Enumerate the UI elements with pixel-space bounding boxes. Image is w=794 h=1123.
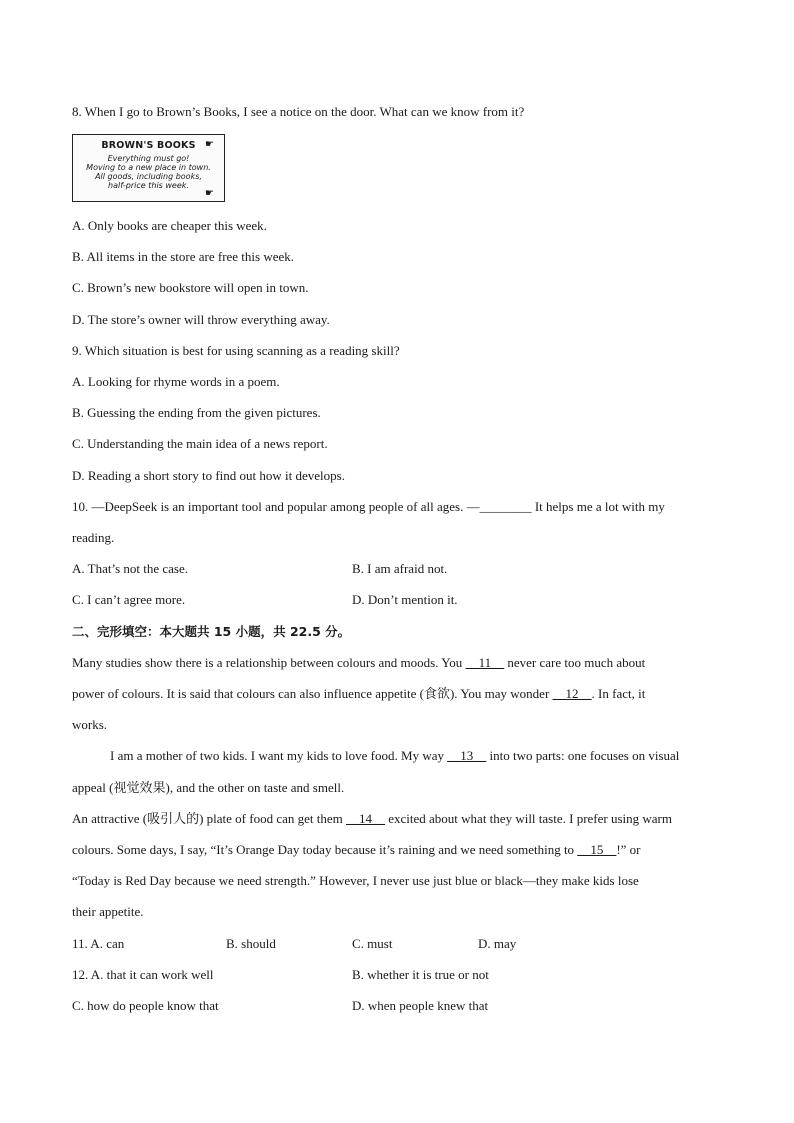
passage-line: appeal (视觉效果), and the other on taste and smell. — [72, 780, 345, 795]
q11-option-b: B. should — [226, 936, 276, 951]
passage-text: !” or — [616, 842, 641, 857]
blank-12: __12__ — [552, 686, 592, 701]
q9-option-c: C. Understanding the main idea of a news report. — [72, 436, 328, 451]
passage-text: An attractive (吸引人的) plate of food can get them — [72, 811, 346, 826]
passage-line — [72, 686, 645, 702]
q11-option-d: D. may — [478, 936, 517, 951]
passage-text: excited about what they will taste. I prefer using warm — [385, 811, 672, 826]
passage-text: power of colours. It is said that colours can also influence appetite (食欲). You may wonder — [72, 686, 553, 701]
q8-option-d: D. The store’s owner will throw everything away. — [72, 312, 330, 327]
q9-stem: 9. Which situation is best for using scanning as a reading skill? — [72, 343, 400, 358]
q11-option-c: C. must — [352, 936, 393, 951]
q10-option-b: B. I am afraid not. — [352, 561, 448, 576]
blank-15: __15__ — [577, 842, 617, 857]
q10-stem: 10. —DeepSeek is an important tool and popular among people of all ages. —________ It helps me a lot with my — [72, 499, 665, 514]
notice-line: half-price this week. — [108, 181, 189, 190]
q11-option-a: 11. A. can — [72, 936, 125, 951]
q10-option-a: A. That’s not the case. — [72, 561, 189, 576]
q9-option-d: D. Reading a short story to find out how it develops. — [72, 468, 345, 483]
passage-text: . In fact, it — [591, 686, 646, 701]
q9-option-b: B. Guessing the ending from the given pictures. — [72, 405, 321, 420]
pointing-hand-icon: ☛ — [205, 139, 214, 150]
q8-option-b: B. All items in the store are free this week. — [72, 249, 295, 264]
notice-line: Moving to a new place in town. — [86, 163, 211, 172]
blank-14: __14__ — [346, 811, 385, 826]
q12-option-a: 12. A. that it can work well — [72, 967, 214, 982]
q12-option-b: B. whether it is true or not — [352, 967, 489, 982]
brown-books-notice-image — [72, 134, 225, 202]
passage-text: never care too much about — [504, 655, 646, 670]
passage-line: “Today is Red Day because we need strength.” However, I never use just blue or black—they make kids lose — [72, 873, 639, 888]
q8-stem: 8. When I go to Brown’s Books, I see a notice on the door. What can we know from it? — [72, 104, 525, 119]
passage-line — [72, 655, 645, 671]
q10-option-d: D. Don’t mention it. — [352, 592, 458, 607]
q10-stem-continued: reading. — [72, 530, 115, 545]
section-title: 二、完形填空：本大题共 15 小题，共 22.5 分。 — [72, 624, 351, 639]
notice-line: Everything must go! — [107, 154, 190, 163]
blank-11: __11__ — [465, 655, 505, 670]
q8-option-a: A. Only books are cheaper this week. — [72, 218, 267, 233]
q9-option-a: A. Looking for rhyme words in a poem. — [72, 374, 280, 389]
passage-line — [72, 811, 672, 827]
passage-text: into two parts: one focuses on visual — [486, 748, 680, 763]
passage-line: works. — [72, 717, 108, 732]
passage-line — [72, 842, 641, 858]
q12-option-c: C. how do people know that — [72, 998, 219, 1013]
notice-title: BROWN'S BOOKS — [101, 140, 196, 151]
passage-line — [110, 748, 679, 764]
q8-option-c: C. Brown’s new bookstore will open in town. — [72, 280, 309, 295]
notice-line: All goods, including books, — [95, 172, 202, 181]
passage-text: I am a mother of two kids. I want my kids to love food. My way — [110, 748, 448, 763]
q10-option-c: C. I can’t agree more. — [72, 592, 186, 607]
q12-option-d: D. when people knew that — [352, 998, 489, 1013]
passage-text: colours. Some days, I say, “It’s Orange Day today because it’s raining and we need something to — [72, 842, 578, 857]
passage-line: their appetite. — [72, 904, 144, 919]
blank-13: __13__ — [447, 748, 487, 763]
pointing-hand-icon: ☛ — [205, 188, 214, 199]
passage-text: Many studies show there is a relationship between colours and moods. You — [72, 655, 466, 670]
